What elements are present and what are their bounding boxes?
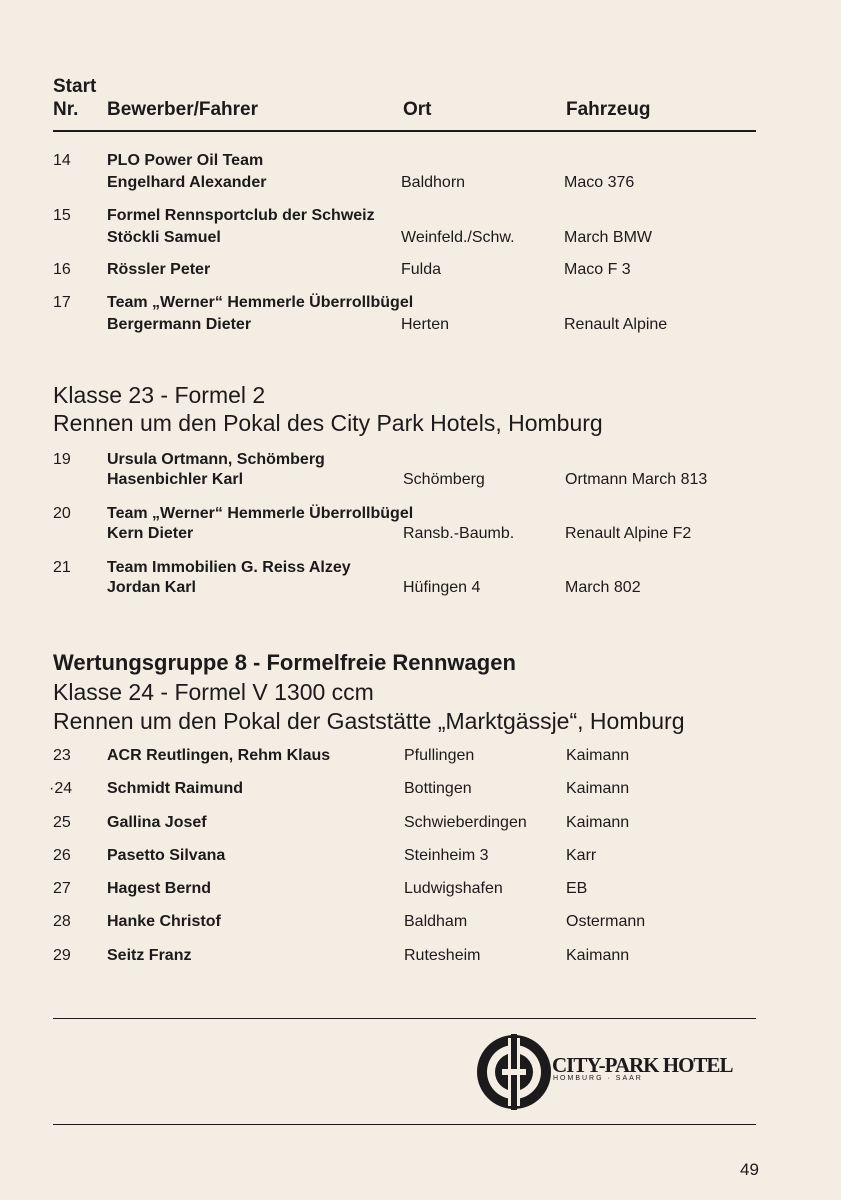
- footer-rule-top: [53, 1018, 756, 1019]
- entry-driver: Engelhard Alexander: [107, 174, 267, 191]
- entry-ort: Fulda: [401, 261, 442, 278]
- entry-driver: Seitz Franz: [107, 947, 192, 964]
- header-fahrzeug: Fahrzeug: [566, 99, 651, 120]
- section-klasse: Klasse 23 - Formel 2: [53, 382, 266, 408]
- entry-ort: Herten: [401, 316, 450, 333]
- entry-driver: Rössler Peter: [107, 261, 211, 278]
- section-klasse: Klasse 24 - Formel V 1300 ccm: [53, 679, 374, 705]
- entry-ort: Bottingen: [404, 780, 472, 797]
- entry-team: Team „Werner“ Hemmerle Überrollbügel: [107, 294, 414, 311]
- entry-car: Kaimann: [566, 947, 630, 964]
- entry-team: Team Immobilien G. Reiss Alzey: [107, 559, 351, 576]
- entry-driver: Hanke Christof: [107, 913, 221, 930]
- entry-car: EB: [566, 880, 588, 897]
- entry-driver: Jordan Karl: [107, 579, 196, 596]
- entry-nr: 16: [53, 261, 71, 278]
- section-wertung: Wertungsgruppe 8 - Formelfreie Rennwagen: [53, 650, 516, 675]
- entry-ort: Schwieberdingen: [404, 814, 527, 831]
- entry-nr: 17: [53, 294, 71, 311]
- entry-car: Ostermann: [566, 913, 646, 930]
- entry-driver: Hagest Bernd: [107, 880, 212, 897]
- header-rule: [53, 130, 756, 132]
- header-ort: Ort: [403, 99, 432, 120]
- entry-nr: 14: [53, 152, 71, 169]
- entry-car: Renault Alpine F2: [565, 525, 692, 542]
- entry-car: Ortmann March 813: [565, 471, 708, 488]
- entry-nr: ·24: [49, 780, 73, 797]
- entry-nr: 27: [53, 880, 71, 897]
- entry-driver: Hasenbichler Karl: [107, 471, 244, 488]
- entry-ort: Pfullingen: [404, 747, 475, 764]
- entry-nr: 28: [53, 913, 71, 930]
- entry-driver: Kern Dieter: [107, 525, 194, 542]
- entry-ort: Ransb.-Baumb.: [403, 525, 515, 542]
- entry-driver: ACR Reutlingen, Rehm Klaus: [107, 747, 331, 764]
- entry-ort: Ludwigshafen: [404, 880, 503, 897]
- entry-ort: Weinfeld./Schw.: [401, 229, 515, 246]
- entry-ort: Baldhorn: [401, 174, 466, 191]
- page-number: 49: [740, 1160, 759, 1179]
- entry-driver: Stöckli Samuel: [107, 229, 221, 246]
- entry-car: Kaimann: [566, 780, 630, 797]
- entry-driver: Bergermann Dieter: [107, 316, 252, 333]
- entry-car: Maco 376: [564, 174, 635, 191]
- entry-ort: Baldham: [404, 913, 468, 930]
- entry-car: March 802: [565, 579, 641, 596]
- hotel-logo-sub: HOMBURG · SAAR: [553, 1075, 643, 1082]
- entry-car: Maco F 3: [564, 261, 631, 278]
- entry-ort: Hüfingen 4: [403, 579, 481, 596]
- entry-ort: Schömberg: [403, 471, 485, 488]
- entry-driver: Gallina Josef: [107, 814, 207, 831]
- entry-nr: 20: [53, 505, 71, 522]
- entry-driver: Schmidt Raimund: [107, 780, 244, 797]
- entry-team: PLO Power Oil Team: [107, 152, 264, 169]
- entry-ort: Rutesheim: [404, 947, 481, 964]
- entry-team: Formel Rennsportclub der Schweiz: [107, 207, 375, 224]
- entry-car: Karr: [566, 847, 597, 864]
- entry-nr: 25: [53, 814, 71, 831]
- hotel-logo-icon: [474, 1032, 554, 1112]
- entry-nr: 19: [53, 451, 71, 468]
- entry-nr: 23: [53, 747, 71, 764]
- entry-car: Renault Alpine: [564, 316, 668, 333]
- entry-nr: 26: [53, 847, 71, 864]
- section-rennen: Rennen um den Pokal des City Park Hotels, Homburg: [53, 410, 603, 436]
- header-bewerber: Bewerber/Fahrer: [107, 99, 259, 120]
- header-start: Start: [53, 76, 97, 97]
- hotel-logo-name: CITY-PARK HOTEL: [552, 1053, 733, 1077]
- entry-car: Kaimann: [566, 747, 630, 764]
- entry-ort: Steinheim 3: [404, 847, 489, 864]
- entry-driver: Pasetto Silvana: [107, 847, 226, 864]
- entry-nr: 21: [53, 559, 71, 576]
- entry-car: March BMW: [564, 229, 652, 246]
- section-rennen: Rennen um den Pokal der Gaststätte „Marktgässje“, Homburg: [53, 708, 685, 734]
- header-nr: Nr.: [53, 99, 79, 120]
- entry-nr: 29: [53, 947, 71, 964]
- footer-rule-bottom: [53, 1124, 756, 1125]
- entry-nr: 15: [53, 207, 71, 224]
- entry-car: Kaimann: [566, 814, 630, 831]
- entry-team: Team „Werner“ Hemmerle Überrollbügel: [107, 505, 414, 522]
- entry-team: Ursula Ortmann, Schömberg: [107, 451, 325, 468]
